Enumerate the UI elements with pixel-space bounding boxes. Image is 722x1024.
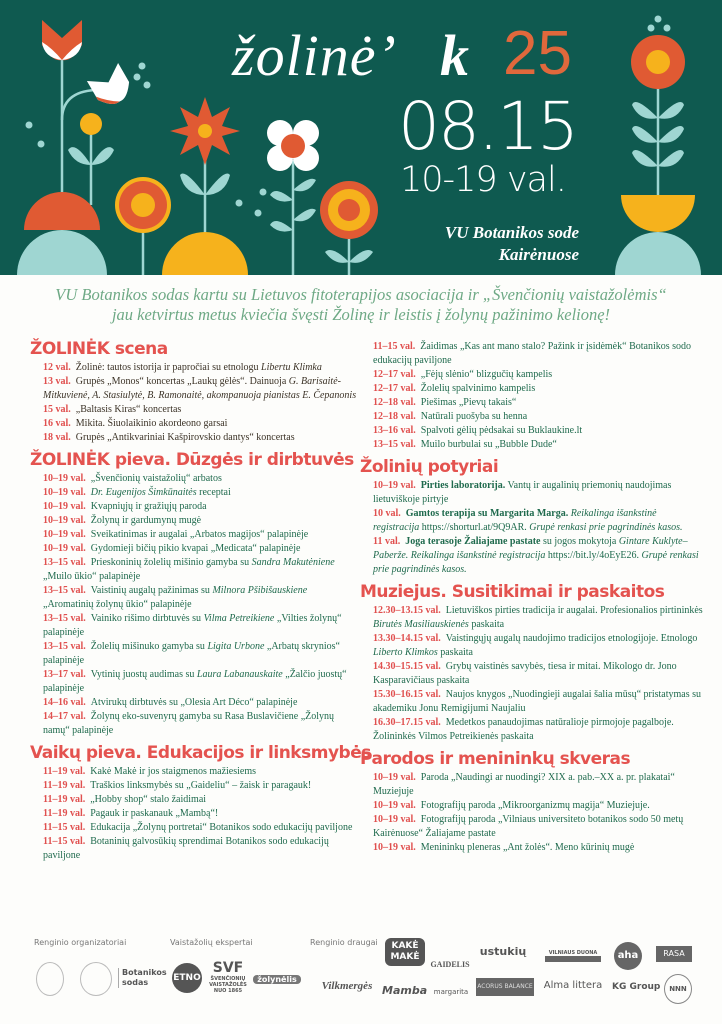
item-text: Kakė Makė ir jos staigmenos mažiesiems	[90, 766, 257, 777]
event-date: 08.15	[398, 88, 577, 165]
item-text: Piešimas „Pievų takais“	[420, 397, 517, 408]
item-text: Fotografijų paroda „Vilniaus universiteto botanikos sodo 50 metų Kairėnuose“ Žaliajame pastate	[373, 814, 684, 839]
poster-header	[0, 0, 722, 275]
item-text: Naujos knygos „Nuodingieji augalai šalia mūsų“ pristatymas su akademiku Jonu Remigijumi Naujaliu	[373, 689, 702, 714]
section-title: Parodos ir menininkų skveras	[360, 749, 631, 769]
sponsors-footer	[0, 930, 722, 1024]
item-time: 12–18 val.	[373, 411, 416, 422]
item-text: Gamtos terapija su Margarita Marga.	[405, 508, 569, 519]
star-flower-icon	[170, 97, 240, 165]
item-text: Birutės Masiliauskienės	[373, 619, 469, 630]
intro-line1: VU Botanikos sodas kartu su Lietuvos fitoterapijos asociacija ir „Švenčionių vaistažolėmis“	[55, 285, 667, 304]
program-section-continued	[360, 340, 705, 452]
vilkmerges-logo: Vilkmergės	[321, 980, 373, 992]
item-text: Spalvoti gėlių pėdsakai su Buklaukine.lt	[420, 425, 583, 436]
program-item	[360, 604, 705, 632]
item-time: 10–19 val.	[373, 814, 416, 825]
program-item	[360, 688, 705, 716]
program-item	[360, 340, 705, 368]
nnn-logo: NNN	[664, 974, 692, 1004]
mamba-logo: Mamba	[382, 984, 428, 997]
program-item	[30, 556, 360, 584]
item-text: „Švenčionių vaistažolių“ arbatos	[90, 473, 222, 484]
item-time: 12–17 val.	[373, 383, 416, 394]
item-time: 13–16 val.	[373, 425, 416, 436]
item-text: „Fėjų slėnio“ blizgučių kampelis	[420, 369, 553, 380]
program-item	[360, 368, 705, 382]
item-time: 12 val.	[43, 362, 71, 373]
program-item	[360, 632, 705, 660]
program-item	[360, 479, 705, 507]
item-text: Libertu Klimka	[261, 362, 322, 373]
program-item	[360, 507, 705, 535]
item-time: 11–15 val.	[43, 822, 86, 833]
item-text: Žolinė: tautos istorija ir papročiai su etnologu	[75, 362, 262, 373]
item-text: Žolynų eko-suvenyrų gamyba su Rasa Buslavičiene „Žolynų namų“ palapinėje	[43, 711, 335, 736]
item-time: 10–19 val.	[43, 543, 86, 554]
item-text: Pirties laboratorija.	[420, 480, 506, 491]
program-item	[360, 771, 705, 799]
svf-subtitle: ŠVENČIONIŲ VAISTAŽOLĖS NUO 1865	[209, 976, 247, 994]
program-item	[30, 584, 360, 612]
item-time: 10–19 val.	[43, 473, 86, 484]
tulip-icon	[42, 20, 82, 60]
item-text: „Arbatų skrynios“ palapinėje	[43, 641, 340, 666]
program-section	[360, 581, 705, 744]
item-text: Grybų vaistinės savybės, tiesa ir mitai. Mikologo dr. Jono Kasparavičiaus paskaita	[373, 661, 677, 686]
program-item	[30, 417, 360, 431]
program-item	[30, 375, 360, 403]
intro-text	[0, 285, 722, 325]
item-text: „Vilties žolynų“ palapinėje	[43, 613, 342, 638]
program-section	[360, 748, 705, 855]
program-item	[30, 821, 360, 835]
orange-yellow-flower-icon	[320, 181, 378, 239]
item-time: 14–16 val.	[43, 697, 86, 708]
item-time: 10 val.	[373, 508, 401, 519]
item-time: 12.30–13.15 val.	[373, 605, 441, 616]
item-time: 13–15 val.	[43, 557, 86, 568]
item-text: paskaita	[468, 619, 505, 630]
program-item	[30, 612, 360, 640]
program-item	[30, 696, 360, 710]
item-text: Grupės „Monos“ koncertas „Laukų gėlės“. Dainuoja	[75, 376, 289, 387]
program-item	[360, 799, 705, 813]
program-item	[30, 500, 360, 514]
aha-logo: aha	[614, 942, 642, 970]
kg-group-logo: KG Group	[612, 982, 661, 992]
item-time: 10–19 val.	[373, 480, 416, 491]
item-time: 13–15 val.	[43, 613, 86, 624]
item-text: Milnora Pšibišauskiene	[212, 585, 308, 596]
svf-logo	[208, 960, 248, 994]
item-text: Vytinių juostų audimas su	[90, 669, 197, 680]
item-text: „Žalčio juostų“ palapinėje	[43, 669, 347, 694]
section-title: Žolinių potyriai	[360, 457, 499, 477]
item-text: „Hobby shop“ stalo žaidimai	[90, 794, 207, 805]
zolynelis-logo: žolynėlis	[253, 975, 301, 984]
program-item	[30, 486, 360, 500]
item-text: Vilma Petreikiene	[203, 613, 275, 624]
item-text: Medetkos panaudojimas natūralioje pirmojoje pagalboje. Žolininkės Vilmos Petreikienės paskaita	[373, 717, 674, 742]
item-text: Vantų ir augalinių priemonių naudojimas lietuviškoje pirtyje	[373, 480, 672, 505]
etno-logo: ETNO	[172, 963, 202, 993]
program-left-column	[30, 338, 371, 867]
item-time: 16 val.	[43, 418, 71, 429]
item-text: Joga terasoje Žaliajame pastate	[405, 536, 541, 547]
item-time: 10–19 val.	[43, 487, 86, 498]
item-text: su jogos mokytoja	[540, 536, 619, 547]
section-title: Muziejus. Susitikimai ir paskaitos	[360, 582, 665, 602]
item-text: https://bit.ly/4oEyE26.	[545, 550, 642, 561]
program-item	[30, 765, 360, 779]
program-item	[30, 472, 360, 486]
item-text: Prieskoninių žolelių mišinio gamyba su	[90, 557, 252, 568]
item-time: 10–19 val.	[43, 515, 86, 526]
item-text: https://shorturl.at/9Q9AR.	[419, 522, 530, 533]
program-item	[30, 403, 360, 417]
item-text: Gydomieji bičių pikio kvapai „Medicata“ palapinėje	[90, 543, 301, 554]
item-text: Žolelių mišinuko gamyba su	[90, 641, 208, 652]
item-time: 13–15 val.	[43, 641, 86, 652]
title-zoline: žolinė’	[232, 23, 397, 88]
ustukiu-logo: ustukių	[479, 945, 527, 958]
program-item	[360, 535, 705, 577]
section-title: Vaikų pieva. Edukacijos ir linksmybės	[30, 743, 371, 763]
gaidelis-logo: GAIDELIS	[430, 960, 470, 969]
program-item	[360, 841, 705, 855]
item-text: Paroda „Naudingi ar nuodingi? XIX a. pab.–XX a. pr. plakatai“ Muziejuje	[373, 772, 675, 797]
title-k: k	[440, 23, 469, 88]
program-item	[30, 528, 360, 542]
item-text: Botaninių galvosūkių sprendimai Botanikos sodo edukacijų paviljone	[43, 836, 329, 861]
item-text: „Baltasis Kiras“ koncertas	[75, 404, 182, 415]
organizers-label: Renginio organizatoriai	[34, 938, 127, 947]
program-section	[360, 456, 705, 577]
item-time: 11–19 val.	[43, 794, 86, 805]
item-text: Traškios linksmybės su „Gaideliu“ – žaisk ir paragauk!	[90, 780, 312, 791]
program-item	[30, 668, 360, 696]
item-time: 13–15 val.	[373, 439, 416, 450]
item-text: Atvirukų dirbtuvės su „Olesia Art Déco“ palapinėje	[90, 697, 298, 708]
item-text: Menininkų pleneras „Ant žolės“. Meno kūrinių mugė	[420, 842, 635, 853]
program-item	[30, 779, 360, 793]
item-text: Žolynų ir gardumynų mugė	[90, 515, 202, 526]
yellow-bud-icon	[80, 113, 102, 135]
experts-label: Vaistažolių ekspertai	[170, 938, 253, 947]
program-section	[30, 338, 360, 445]
item-text: Natūrali puošyba su henna	[420, 411, 528, 422]
item-time: 13–15 val.	[43, 585, 86, 596]
program-item	[30, 514, 360, 528]
leaf-icon	[68, 102, 684, 263]
item-time: 10–19 val.	[373, 772, 416, 783]
item-text: „Muilo ūkio“ palapinėje	[43, 571, 141, 582]
item-text: „Aromatinių žolynų ūkio“ palapinėje	[43, 599, 192, 610]
item-text: Lietuviškos pirties tradicija ir augalai. Profesionalios pirtininkės	[445, 605, 703, 616]
item-time: 11–19 val.	[43, 808, 86, 819]
alma-littera-logo: Alma littera	[543, 980, 603, 991]
round-flower-icon	[115, 177, 171, 233]
item-time: 13–17 val.	[43, 669, 86, 680]
item-text: Kvapniųjų ir gražiųjų paroda	[90, 501, 207, 512]
svf-title: SVF	[212, 960, 244, 976]
item-time: 12–17 val.	[373, 369, 416, 380]
botanikos-sodas-logo: Botanikos sodas	[118, 968, 166, 988]
item-text: Grupės „Antikvariniai Kašpirovskio dantys“ koncertas	[75, 432, 295, 443]
item-time: 13 val.	[43, 376, 71, 387]
item-text: Žaidimas „Kas ant mano stalo? Pažink ir įsidėmėk“ Botanikos sodo edukacijų paviljone	[373, 341, 692, 366]
program-item	[30, 361, 360, 375]
program-item	[30, 640, 360, 668]
friends-label: Renginio draugai	[310, 938, 378, 947]
item-text: Fotografijų paroda „Mikroorganizmų magija“ Muziejuje.	[420, 800, 650, 811]
program-item	[30, 431, 360, 445]
item-time: 18 val.	[43, 432, 71, 443]
program-item	[360, 396, 705, 410]
item-time: 11–15 val.	[373, 341, 416, 352]
item-text: Vainiko rišimo dirbtuvės su	[90, 613, 204, 624]
vu-botanical-garden-logo	[80, 962, 112, 996]
item-time: 12–18 val.	[373, 397, 416, 408]
item-time: 11–19 val.	[43, 766, 86, 777]
program-item	[30, 542, 360, 556]
item-time: 15 val.	[43, 404, 71, 415]
program-item	[30, 835, 360, 863]
intro-line2: jau ketvirtus metus kviečia švęsti Žolinę ir leistis į žolynų pažinimo kelionę!	[111, 305, 611, 324]
item-text: Liberto Klimkos	[373, 647, 438, 658]
program-item	[360, 382, 705, 396]
item-time: 16.30–17.15 val.	[373, 717, 441, 728]
program-section	[30, 449, 360, 738]
kake-make-logo: KAKĖ MAKĖ	[385, 938, 425, 966]
vilniaus-duona-logo: VILNIAUS DUONA	[545, 950, 601, 962]
program-right-column	[360, 340, 705, 859]
item-time: 13.30–14.15 val.	[373, 633, 441, 644]
item-text: paskaita	[437, 647, 473, 658]
item-text: Sandra Makutėniene	[251, 557, 335, 568]
item-time: 11–19 val.	[43, 780, 86, 791]
item-time: 10–19 val.	[43, 529, 86, 540]
item-time: 11 val.	[373, 536, 401, 547]
section-title: ŽOLINĖK scena	[30, 339, 168, 359]
item-text: Dr. Eugenijos Šimkūnaitės	[90, 487, 197, 498]
item-text: Gintare Kuklyte–Paberže. Reikalinga išankstinė registracija	[373, 536, 688, 561]
item-time: 10–19 val.	[43, 501, 86, 512]
title-number: 25	[503, 19, 572, 88]
acorus-balance-logo: ACORUS BALANCE	[476, 978, 534, 996]
item-text: Ligita Urbone	[207, 641, 265, 652]
program-item	[360, 410, 705, 424]
item-text: Reikalinga išankstinė registracija	[373, 508, 657, 533]
place-line1: VU Botanikos sode	[444, 223, 579, 242]
item-time: 15.30–16.15 val.	[373, 689, 441, 700]
program-item	[360, 813, 705, 841]
item-time: 10–19 val.	[373, 842, 416, 853]
item-time: 14–17 val.	[43, 711, 86, 722]
program-item	[30, 710, 360, 738]
program-item	[360, 424, 705, 438]
item-text: Edukacija „Žolynų portretai“ Botanikos sodo edukacijų paviljone	[90, 822, 353, 833]
vu-logo	[36, 962, 64, 996]
program-item	[360, 660, 705, 688]
event-hours: 10-19 val.	[400, 160, 566, 200]
bent-tulip-icon	[87, 63, 135, 111]
place-line2: Kairėnuose	[498, 245, 579, 264]
item-text: Sveikatinimas ir augalai „Arbatos magijos“ palapinėje	[90, 529, 309, 540]
item-text: Laura Labanauskaite	[196, 669, 283, 680]
program-item	[360, 716, 705, 744]
item-text: Vaistinių augalų pažinimas su	[90, 585, 213, 596]
item-text: G. Barisaitė-Mitkuvienė, A. Stasiulytė, B. Ramonaitė, akompanuoja pianistas E. Čepanonis	[43, 376, 357, 401]
item-text: Mikita. Šiuolaikinio akordeono garsai	[75, 418, 228, 429]
section-title: ŽOLINĖK pieva. Dūzgės ir dirbtuvės	[30, 450, 354, 470]
rasa-logo: RASA	[656, 946, 692, 962]
item-text: Pagauk ir paskanauk „Mambą“!	[90, 808, 219, 819]
item-text: Grupė renkasi prie pagrindinės kasos.	[529, 522, 683, 533]
item-text: Vaistingųjų augalų naudojimo tradicijos etnologijoje. Etnologo	[445, 633, 698, 644]
program-item	[30, 793, 360, 807]
item-time: 10–19 val.	[373, 800, 416, 811]
margarita-logo: margarita	[433, 988, 469, 996]
item-text: Grupė renkasi prie pagrindinės kasos.	[373, 550, 699, 575]
item-text: receptai	[196, 487, 231, 498]
item-time: 11–15 val.	[43, 836, 86, 847]
event-place	[445, 222, 579, 266]
program-item	[30, 807, 360, 821]
item-time: 14.30–15.15 val.	[373, 661, 441, 672]
program-item	[360, 438, 705, 452]
program-section	[30, 742, 371, 863]
item-text: Muilo burbulai su „Bubble Dude“	[420, 439, 557, 450]
item-text: Žolelių spalvinimo kampelis	[420, 383, 536, 394]
